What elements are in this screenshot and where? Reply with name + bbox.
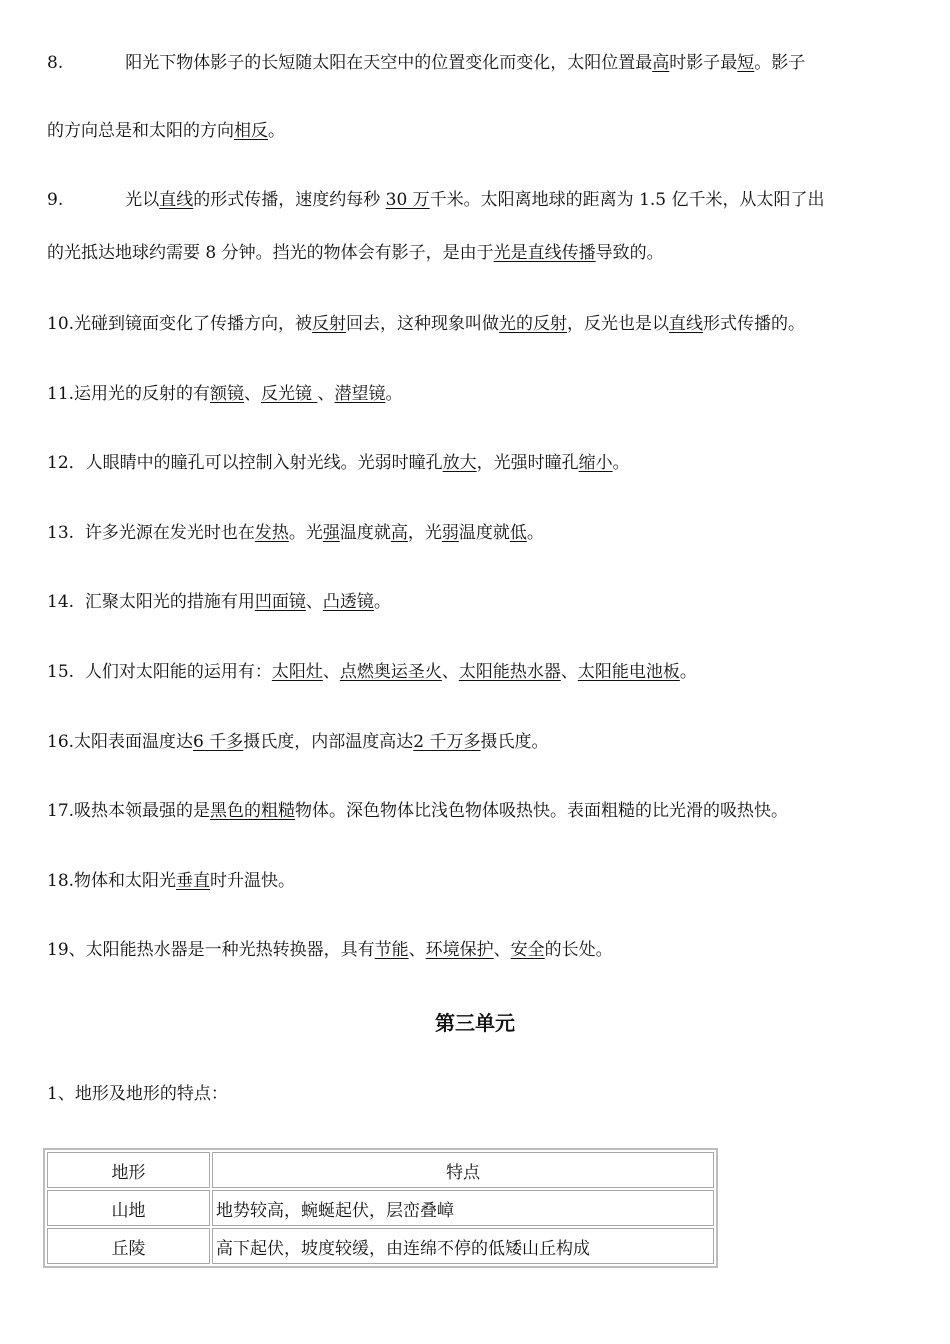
answer-blank: 凹面镜	[254, 592, 306, 612]
answer-blank: 点燃奥运圣火	[339, 662, 442, 682]
answer-blank: 凸透镜	[322, 592, 374, 612]
item-14	[47, 591, 391, 613]
item-text: 16.太阳表面温度达	[47, 732, 194, 752]
answer-blank: 2 千万多	[413, 732, 481, 752]
item-16	[47, 731, 549, 753]
item-text: 时影子最	[669, 53, 738, 73]
answer-blank: 垂直	[176, 871, 211, 891]
item-text: 15. 人们对太阳能的运用有：	[47, 662, 272, 682]
answer-blank: 高	[390, 523, 408, 543]
item-text: 时升温快。	[210, 871, 296, 891]
answer-blank: 额镜	[210, 384, 245, 404]
answer-blank: 30 万	[385, 190, 430, 210]
item-text: 的长处。	[544, 940, 613, 960]
item-text: 回去，这种现象叫做	[346, 314, 500, 334]
table-row	[47, 1228, 714, 1264]
item-13	[47, 522, 544, 544]
item-text: 摄氏度，内部温度高达	[243, 732, 414, 752]
item-text: 11.运用光的反射的有	[47, 384, 211, 404]
answer-blank: 缩小	[578, 453, 613, 473]
answer-blank: 节能	[374, 940, 409, 960]
answer-blank: 强	[322, 523, 340, 543]
item-18	[47, 870, 295, 892]
answer-blank: 太阳能电池板	[577, 662, 680, 682]
item-text: 的形式传播，速度约每秒	[193, 190, 386, 210]
answer-blank: 反光镜	[261, 384, 318, 404]
item-text: 。	[679, 662, 697, 682]
item-text: 10.光碰到镜面变化了传播方向，被	[47, 314, 313, 334]
item-text: 。	[612, 453, 630, 473]
item-text: 。	[268, 121, 285, 141]
item-text: 形式传播的。	[703, 314, 806, 334]
item-text: 。	[526, 523, 544, 543]
item-text: 温度就	[458, 523, 510, 543]
item-9-line-2	[47, 242, 664, 264]
item-11	[47, 383, 402, 405]
item-17	[47, 800, 788, 822]
item-text: 光以	[125, 190, 160, 210]
item-15	[47, 661, 697, 683]
item-text: 14. 汇聚太阳光的措施有用	[47, 592, 255, 612]
answer-blank: 光是直线传播	[493, 243, 596, 263]
item-text: 12．人眼睛中的瞳孔可以控制入射光线。光弱时瞳孔	[47, 453, 443, 473]
table-cell: 山地	[47, 1190, 210, 1226]
answer-blank: 弱	[441, 523, 459, 543]
answer-blank: 黑色的粗糙	[210, 801, 296, 821]
item-text: 的光抵达地球约需要 8 分钟。挡光的物体会有影子，是由于	[47, 243, 494, 263]
item-text: 千米。太阳离地球的距离为 1.5 亿千米，从太阳了出	[429, 190, 825, 210]
item-text: ，光	[407, 523, 442, 543]
answer-blank: 放大	[442, 453, 477, 473]
table-header-cell: 地形	[47, 1152, 210, 1188]
table-cell: 地势较高，蜿蜒起伏，层峦叠嶂	[212, 1190, 714, 1226]
item-text: 。光	[288, 523, 323, 543]
item-8-line-2	[47, 120, 285, 142]
item-19	[47, 939, 613, 961]
item-9-line-1	[47, 189, 825, 211]
answer-blank: 环境保护	[425, 940, 494, 960]
item-text: 、	[408, 940, 426, 960]
item-text: 、	[317, 384, 335, 404]
item-8-line-1	[47, 52, 805, 74]
answer-blank: 低	[509, 523, 527, 543]
item-text: 19、太阳能热水器是一种光热转换器，具有	[47, 940, 375, 960]
answer-blank: 相反	[234, 121, 268, 141]
answer-blank: 高	[652, 53, 670, 73]
table-row	[47, 1190, 714, 1226]
answer-blank: 反射	[312, 314, 347, 334]
answer-blank: 6 千多	[193, 732, 244, 752]
item-number: 9.	[47, 190, 64, 210]
answer-blank: 安全	[510, 940, 545, 960]
item-text: 、	[493, 940, 511, 960]
answer-blank: 太阳能热水器	[458, 662, 561, 682]
table-cell: 丘陵	[47, 1228, 210, 1264]
item-text: 、	[441, 662, 459, 682]
answer-blank: 潜望镜	[334, 384, 386, 404]
item-12	[47, 452, 630, 474]
answer-blank: 太阳灶	[271, 662, 323, 682]
item-number: 8.	[47, 53, 64, 73]
item-text: 阳光下物体影子的长短随太阳在天空中的位置变化而变化，太阳位置最	[125, 53, 653, 73]
item-text: 。影子	[754, 53, 806, 73]
item-text: 、	[305, 592, 323, 612]
item-text: 导致的。	[595, 243, 664, 263]
table-intro: 1、地形及地形的特点：	[47, 1084, 228, 1104]
item-text: ，光强时瞳孔	[476, 453, 579, 473]
table-header-cell: 特点	[212, 1152, 714, 1188]
terrain-table	[43, 1148, 718, 1268]
item-10	[47, 313, 805, 335]
item-text: 的方向总是和太阳的方向	[47, 121, 234, 141]
answer-blank: 短	[737, 53, 755, 73]
item-text: ，反光也是以	[567, 314, 670, 334]
item-text: 、	[244, 384, 262, 404]
item-text: 、	[560, 662, 578, 682]
section-title: 第三单元	[435, 1011, 515, 1035]
answer-blank: 直线	[159, 190, 194, 210]
table-header-row	[47, 1152, 714, 1188]
item-text: 物体。深色物体比浅色物体吸热快。表面粗糙的比光滑的吸热快。	[295, 801, 789, 821]
item-text: 13. 许多光源在发光时也在	[47, 523, 255, 543]
answer-blank: 发热	[254, 523, 289, 543]
answer-blank: 光的反射	[499, 314, 568, 334]
item-text: 。	[385, 384, 403, 404]
item-text: 温度就	[339, 523, 391, 543]
table-cell: 高下起伏，坡度较缓，由连绵不停的低矮山丘构成	[212, 1228, 714, 1264]
item-text: 摄氏度。	[480, 732, 549, 752]
item-text: 18.物体和太阳光	[47, 871, 177, 891]
item-text: 、	[322, 662, 340, 682]
item-text: 17.吸热本领最强的是	[47, 801, 211, 821]
item-text: 。	[373, 592, 391, 612]
answer-blank: 直线	[669, 314, 704, 334]
